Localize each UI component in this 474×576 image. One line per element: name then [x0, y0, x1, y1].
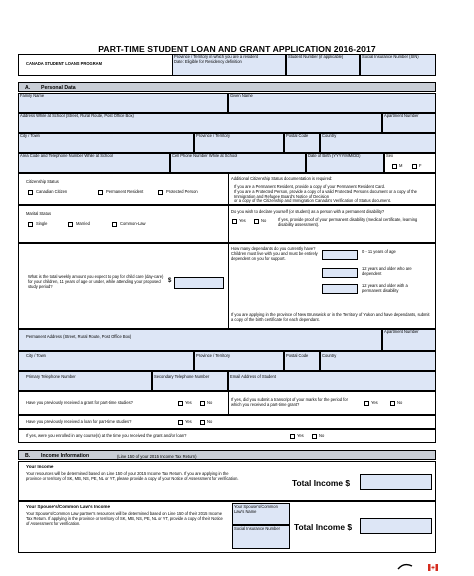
- disability-no-label: No: [261, 218, 267, 223]
- transcript-no-label: No: [397, 400, 403, 405]
- single-checkbox[interactable]: [28, 222, 33, 227]
- country-field[interactable]: [320, 133, 436, 153]
- section-b-title-note: (Line 150 of your 2015 Income Tax Return): [117, 453, 197, 459]
- form-title: PART-TIME STUDENT LOAN AND GRANT APPLICATION 2016-2017: [98, 44, 376, 54]
- disability-yes-label: Yes: [239, 218, 246, 223]
- school-address-label: Address While at School (Street, Rural Route, Post Office Box): [20, 113, 134, 118]
- dob-label: Date of Birth (YYYY/MM/DD): [308, 153, 361, 158]
- loan-yes-label: Yes: [185, 419, 192, 424]
- province-label: Province / Territory: [196, 133, 231, 138]
- protected-person-checkbox[interactable]: [158, 190, 163, 195]
- sex-f-checkbox[interactable]: [412, 164, 417, 169]
- courses-yes-label: Yes: [297, 433, 304, 438]
- add-citizenship-line-3: or a copy of the Citizenship and Immigration Canada's Verification of Status document.: [234, 198, 391, 203]
- given-name-field[interactable]: [228, 93, 436, 113]
- transcript-yes-checkbox[interactable]: [364, 401, 369, 406]
- perm-postal-label: Postal Code: [286, 353, 309, 358]
- courses-yes-checkbox[interactable]: [290, 434, 295, 439]
- canadian-citizen-checkbox[interactable]: [28, 190, 33, 195]
- primary-phone-label: Primary Telephone Number: [26, 374, 76, 379]
- add-citizenship-line-1: If you are a Permanent Resident, provide a copy of your Permanent Resident Card.: [234, 184, 386, 189]
- disability-question: Do you wish to declare yourself (or student) as a person with a permanent disability?: [231, 209, 385, 214]
- permanent-resident-label: Permanent Resident: [106, 189, 144, 194]
- spouse-total-income-label: Total Income $: [294, 522, 353, 532]
- email-label: Email Address of Student: [230, 374, 276, 379]
- single-label: Single: [36, 221, 48, 226]
- cell-phone-label: Cell Phone Number While at School: [172, 153, 238, 158]
- province-residency-label: Province / Territory in which you are a resident: [174, 54, 258, 59]
- married-checkbox[interactable]: [68, 222, 73, 227]
- grant-yes-label: Yes: [185, 400, 192, 405]
- city-label: City / Town: [20, 133, 40, 138]
- citizenship-divider: [228, 173, 229, 205]
- program-name: CANADA STUDENT LOANS PROGRAM: [26, 61, 103, 66]
- courses-question: If yes, were you enrolled in any course(s) at the time you received the grant and/or loan?: [26, 433, 187, 438]
- sex-label: Sex: [386, 153, 394, 158]
- grant-yes-checkbox[interactable]: [178, 401, 183, 406]
- grant-no-label: No: [207, 400, 213, 405]
- common-law-label: Common-Law: [120, 221, 146, 226]
- your-income-title: Your Income: [26, 464, 54, 469]
- dep-0-11-field[interactable]: [322, 250, 358, 260]
- loan-no-label: No: [207, 419, 213, 424]
- section-b-header: [18, 450, 436, 460]
- courses-no-label: No: [319, 433, 325, 438]
- section-a-header: [18, 82, 436, 92]
- permanent-address-label: Permanent Address (Street, Rural Route, Post Office Box): [26, 334, 132, 339]
- add-citizenship-line-2: If you are a Protected Person, provide a copy of a valid Protected Persons document or a copy of the Immigration and Refugee Board's Notice of Decision: [234, 189, 417, 199]
- student-number-label: Student Number (if applicable): [288, 54, 344, 59]
- disability-note: If yes, provide proof of your permanent disability (medical certificate, learning disability assessment).: [278, 217, 418, 227]
- disability-no-checkbox[interactable]: [254, 219, 259, 224]
- courses-no-checkbox[interactable]: [312, 434, 317, 439]
- secondary-phone-label: Secondary Telephone Number: [154, 374, 210, 379]
- city-field[interactable]: [18, 133, 194, 153]
- permanent-resident-checkbox[interactable]: [98, 190, 103, 195]
- section-b-letter: B.: [25, 452, 31, 459]
- grant-divider: [228, 391, 229, 415]
- spouse-income-title: Your Spouse's/Common Law's Income: [26, 504, 111, 509]
- loan-no-checkbox[interactable]: [200, 420, 205, 425]
- disability-yes-checkbox[interactable]: [232, 219, 237, 224]
- perm-country-label: Country: [322, 353, 337, 358]
- add-citizenship-title: Additional Citizenship Status documentation is required:: [231, 176, 333, 181]
- your-income-note: Your resources will be determined based on Line 150 of your 2015 Income Tax Return. If you are applying in the province or territory of SK, MB, NS, PE, NL or YT, please provide a copy of your Notice of Assessment for verification.: [26, 471, 239, 481]
- sex-m-checkbox[interactable]: [392, 164, 397, 169]
- dep-12-disability-field[interactable]: [322, 284, 358, 294]
- spouse-income-note: Your Spouse's/Common Law partner's resources will be determined based on Line 150 of their 2015 Income Tax Return. If applying in the province or territory of SK, MB, NS, PE, NL or YT, provide a copy of their Notice of Assessment for verification.: [26, 511, 223, 526]
- perm-province-label: Province / Territory: [196, 353, 231, 358]
- protected-person-label: Protected Person: [166, 189, 198, 194]
- canada-flag-icon: [428, 564, 438, 571]
- marital-status-label: Marital Status: [26, 211, 52, 216]
- postal-code-label: Postal Code: [286, 133, 309, 138]
- country-label: Country: [322, 133, 337, 138]
- perm-country-field[interactable]: [320, 351, 436, 371]
- your-total-income-label: Total Income $: [292, 478, 351, 488]
- given-name-label: Given Name: [230, 93, 253, 98]
- family-name-field[interactable]: [18, 93, 228, 113]
- childcare-question: What is the total weekly amount you expect to pay for child care (day-care) for your children, 11 years of age or under, while attending your proposed study period?: [28, 274, 164, 289]
- your-total-income-field[interactable]: [360, 474, 432, 490]
- citizenship-label: Citizenship Status: [26, 179, 59, 184]
- school-phone-label: Area Code and Telephone Number While at School: [20, 153, 113, 158]
- transcript-no-checkbox[interactable]: [390, 401, 395, 406]
- sin-label: Social Insurance Number (SIN): [362, 54, 419, 59]
- grant-no-checkbox[interactable]: [200, 401, 205, 406]
- section-a-title: Personal Data: [41, 84, 76, 91]
- dep-12-field[interactable]: [322, 268, 358, 278]
- spouse-total-income-field[interactable]: [360, 518, 432, 534]
- apartment-label: Apartment Number: [384, 113, 419, 118]
- perm-city-label: City / Town: [26, 353, 46, 358]
- grant-question: Have you previously received a grant for part-time studies?: [26, 400, 133, 405]
- canadian-citizen-label: Canadian Citizen: [36, 189, 68, 194]
- marital-divider: [228, 205, 229, 243]
- married-label: Married: [76, 221, 90, 226]
- dependants-divider: [228, 243, 229, 329]
- residency-date-label: Date: Eligible for Residency definition: [174, 59, 242, 64]
- sex-m-label: M: [399, 163, 403, 168]
- perm-apartment-label: Apartment Number: [384, 329, 419, 334]
- dependants-question: How many dependants do you currently have? Children must live with you and must be entirely dependent on you for support.: [231, 246, 318, 261]
- transcript-yes-label: Yes: [371, 400, 378, 405]
- permanent-address-field[interactable]: [18, 329, 382, 351]
- sex-f-label: F: [419, 163, 422, 168]
- dep-12-disability-label: 12 years and older with a permanent disability: [362, 283, 408, 293]
- government-wordmark-icon: [396, 560, 426, 574]
- spouse-sin-label: Social Insurance Number: [234, 526, 280, 531]
- common-law-checkbox[interactable]: [112, 222, 117, 227]
- childcare-amount-field[interactable]: [174, 277, 224, 289]
- loan-yes-checkbox[interactable]: [178, 420, 183, 425]
- childcare-dollar: $: [168, 278, 172, 284]
- dep-12-label: 12 years and older who are dependent: [362, 266, 412, 276]
- family-name-label: Family Name: [20, 93, 45, 98]
- loan-question: Have you previously received a loan for part-time studies?: [26, 419, 132, 424]
- transcript-question: If yes, did you submit a transcript of your marks for the period for which you received a part-time grant?: [231, 397, 348, 407]
- dep-0-11-label: 0 - 11 years of age: [362, 249, 396, 254]
- section-b-title: Income Information: [41, 452, 90, 459]
- spouse-name-label: Your Spouse's/Common Law's Name: [234, 504, 278, 514]
- section-a-letter: A.: [25, 84, 31, 91]
- nb-yukon-note: If you are applying in the province of New Brunswick or in the Territory of Yukon and have dependants, submit a copy of the birth certificate for each dependant.: [231, 312, 430, 322]
